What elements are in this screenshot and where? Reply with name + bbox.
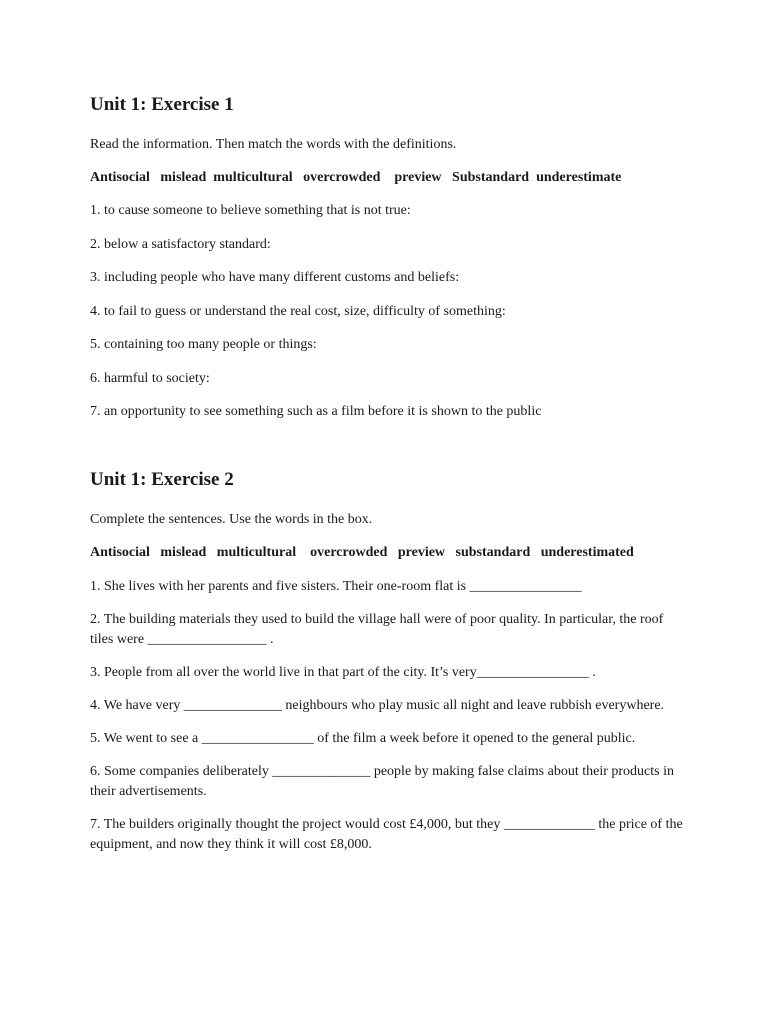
exercise-1-title: Unit 1: Exercise 1 [90, 94, 234, 115]
exercise-2-section [90, 467, 690, 868]
sentence-item: 1. She lives with her parents and five sisters. Their one-room flat is ________________ [90, 579, 582, 594]
exercise-2-instruction: Complete the sentences. Use the words in the box. [90, 512, 373, 527]
definition-item: 6. harmful to society: [90, 370, 210, 386]
sentence-item: 7. The builders originally thought the project would cost £4,000, but they _____________ the price of the equipment, and now they think it will cost £8,000. [90, 817, 683, 852]
definition-item: 3. including people who have many different customs and beliefs: [90, 270, 460, 285]
exercise-1-section [90, 92, 690, 437]
exercise-1-word-bank: Antisocial mislead multicultural overcrowded preview Substandard underestimate [90, 170, 622, 185]
exercise-2-title: Unit 1: Exercise 2 [90, 469, 234, 490]
sentence-item: 3. People from all over the world live in that part of the city. It’s very________________ . [90, 665, 596, 680]
sentence-item: 2. The building materials they used to build the village hall were of poor quality. In particular, the roof tiles were _________________ . [90, 612, 664, 647]
sentence-item: 4. We have very ______________ neighbours who play music all night and leave rubbish everywhere. [90, 698, 665, 713]
definition-item: 1. to cause someone to believe something that is not true: [90, 203, 411, 218]
exercise-2-sentence-list [90, 577, 690, 855]
exercise-1-definition-list [90, 202, 690, 420]
exercise-1-instruction: Read the information. Then match the words with the definitions. [90, 137, 457, 152]
sentence-item: 5. We went to see a ________________ of the film a week before it opened to the general public. [90, 731, 636, 746]
definition-item: 5. containing too many people or things: [90, 337, 317, 352]
definition-item: 4. to fail to guess or understand the real cost, size, difficulty of something: [90, 303, 506, 319]
exercise-2-word-bank: Antisocial mislead multicultural overcrowded preview substandard underestimated [90, 545, 634, 560]
definition-item: 7. an opportunity to see something such as a film before it is shown to the public [90, 404, 542, 419]
sentence-item: 6. Some companies deliberately ______________ people by making false claims about their products in their advertisements. [90, 764, 674, 799]
definition-item: 2. below a satisfactory standard: [90, 236, 271, 252]
